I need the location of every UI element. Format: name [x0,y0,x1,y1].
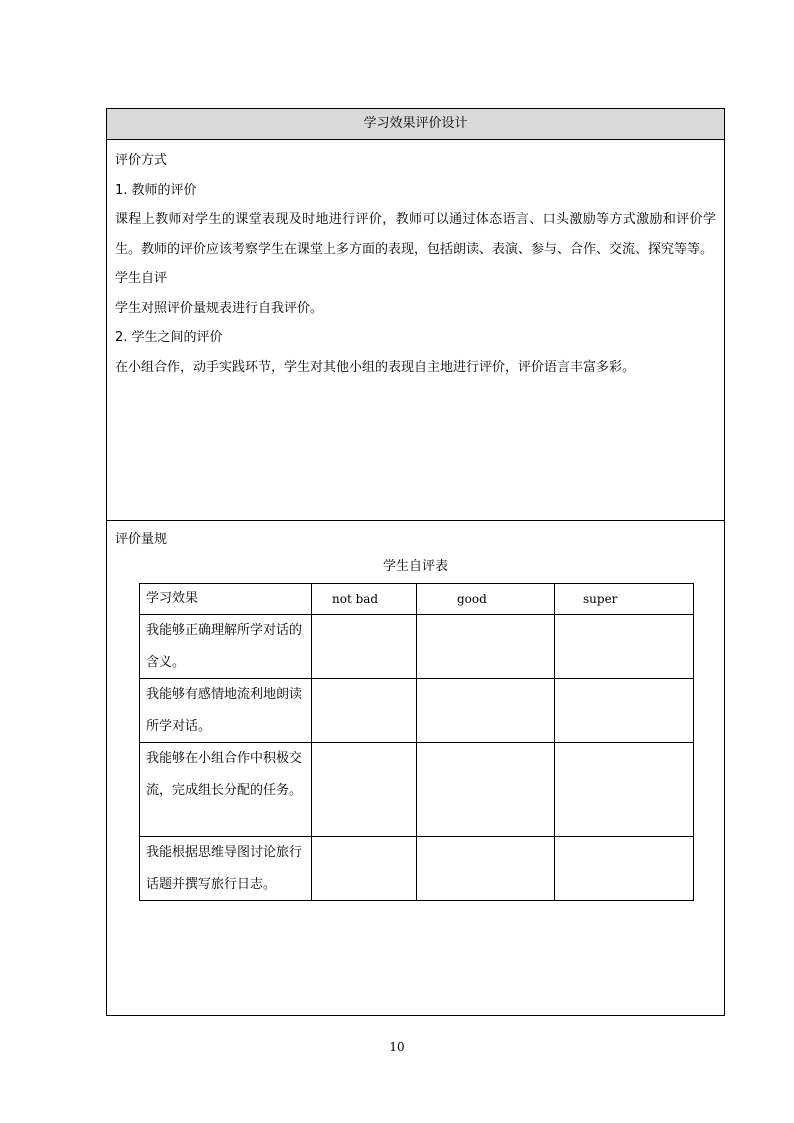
table-cell [312,615,417,679]
table-cell [312,837,417,901]
table-cell [312,743,417,837]
table-row [140,679,694,743]
paragraph: 学生自评 [115,271,168,286]
evaluation-design-table [106,108,725,1016]
table-cell [417,743,555,837]
paragraph: 评价方式 [115,153,168,168]
rubric-section [107,521,724,1015]
column-header: good [417,584,555,615]
table-row [140,837,694,901]
table-row [140,615,694,679]
table-header: 学习效果评价设计 [107,109,724,140]
self-evaluation-table [139,583,694,901]
table-cell [417,615,555,679]
table-header-row [140,584,694,615]
column-header: not bad [312,584,417,615]
table-cell [555,837,694,901]
table-cell [417,679,555,743]
self-evaluation-table-title: 学生自评表 [382,559,448,574]
page-number: 10 [389,1040,405,1054]
table-cell: 我能够有感情地流利地朗读所学对话。 [140,679,312,743]
evaluation-methods-section [107,140,724,521]
table-cell [555,679,694,743]
paragraph: 在小组合作，动手实践环节，学生对其他小组的表现自主地进行评价，评价语言丰富多彩。 [115,359,636,375]
column-header: 学习效果 [140,584,312,615]
rubric-label: 评价量规 [115,532,168,547]
table-cell: 我能根据思维导图讨论旅行话题并撰写旅行日志。 [140,837,312,901]
table-row [140,743,694,837]
table-cell: 我能够正确理解所学对话的含义。 [140,615,312,679]
paragraph: 学生对照评价量规表进行自我评价。 [115,300,324,316]
table-cell [555,615,694,679]
table-cell: 我能够在小组合作中积极交流，完成组长分配的任务。 [140,743,312,837]
paragraph: 1. 教师的评价 [115,182,197,198]
paragraph: 课程上教师对学生的课堂表现及时地进行评价，教师可以通过体态语言、口头激励等方式激励和评价学生。教师的评价应该考察学生在课堂上多方面的表现，包括朗读、表演、参与、合作、交流、探究等等。 [115,212,716,257]
paragraph: 2. 学生之间的评价 [115,330,223,345]
table-cell [312,679,417,743]
table-cell [555,743,694,837]
column-header: super [555,584,694,615]
table-cell [417,837,555,901]
